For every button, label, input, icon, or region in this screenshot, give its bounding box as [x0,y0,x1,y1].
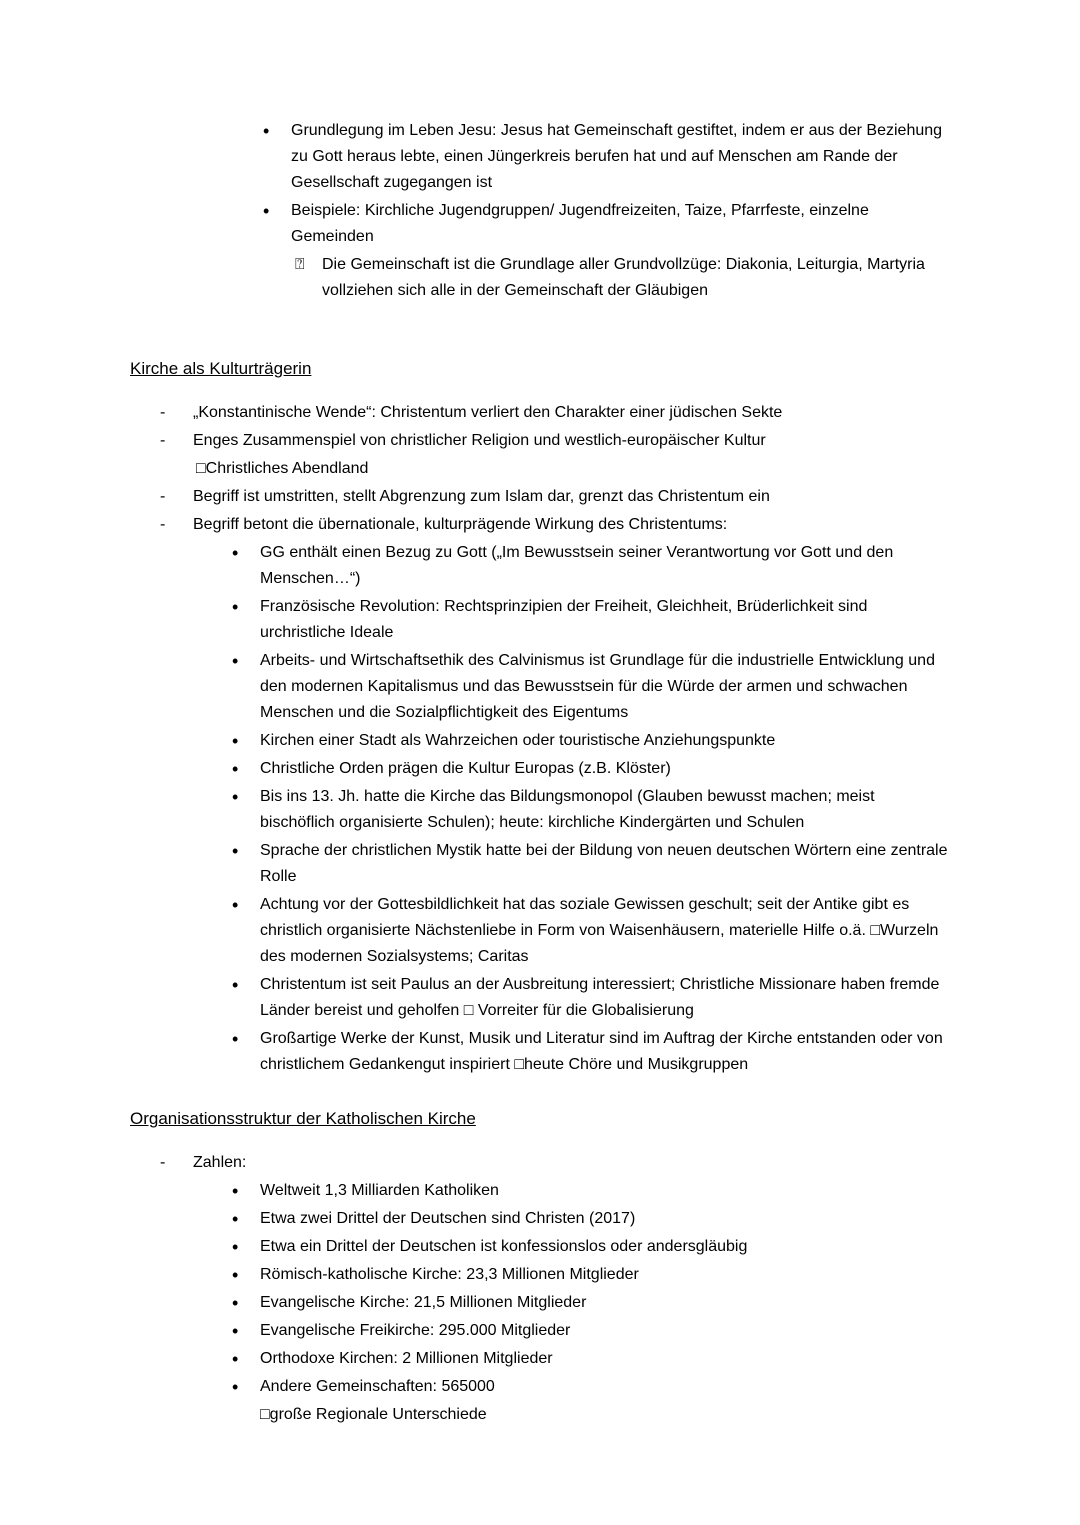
list-item: • Andere Gemeinschaften: 565000 [130,1374,950,1400]
list-item: • GG enthält einen Bezug zu Gott („Im Bewusstsein seiner Verantwortung vor Gott und den Menschen…“) [130,540,950,592]
list-item-note [130,252,950,304]
note-line: □Christliches Abendland [196,460,369,477]
list-item: • Kirchen einer Stadt als Wahrzeichen oder touristische Anziehungspunkte [130,728,950,754]
kultur-dash-list [130,400,950,538]
list-item: • Römisch-katholische Kirche: 23,3 Millionen Mitglieder [130,1262,950,1288]
list-item: • Bis ins 13. Jh. hatte die Kirche das Bildungsmonopol (Glauben bewusst machen; meist bischöflich organisierte Schulen); heute: kirchliche Kindergärten und Schulen [130,784,950,836]
organisation-bullet-list [130,1178,950,1428]
list-item: • Christentum ist seit Paulus an der Ausbreitung interessiert; Christliche Missionare haben fremde Länder bereist und geholfen □ Vorreiter für die Globalisierung [130,972,950,1024]
note-line: □große Regionale Unterschiede [260,1406,487,1423]
list-item: • Christliche Orden prägen die Kultur Europas (z.B. Klöster) [130,756,950,782]
missing-glyph-icon: ⍰ [295,256,305,273]
section-heading-organisation: Organisationsstruktur der Katholischen Kirche [130,1109,476,1128]
organisation-dash-list [130,1150,950,1176]
list-item: • Etwa ein Drittel der Deutschen ist konfessionslos oder andersgläubig [130,1234,950,1260]
list-item: - Enges Zusammenspiel von christlicher Religion und westlich-europäischer Kultur [130,428,950,454]
list-item: - Begriff betont die übernationale, kulturprägende Wirkung des Christentums: [130,512,950,538]
list-item: - „Konstantinische Wende“: Christentum verliert den Charakter einer jüdischen Sekte [130,400,950,426]
list-item: - Begriff ist umstritten, stellt Abgrenzung zum Islam dar, grenzt das Christentum ein [130,484,950,510]
list-item: • Arbeits- und Wirtschaftsethik des Calvinismus ist Grundlage für die industrielle Entwicklung und den modernen Kapitalismus und das Bewusstsein für die Würde der armen und schwachen Menschen und die Sozialpflichtigkeit des Eigentums [130,648,950,726]
list-item: • Orthodoxe Kirchen: 2 Millionen Mitglieder [130,1346,950,1372]
list-item: • Sprache der christlichen Mystik hatte bei der Bildung von neuen deutschen Wörtern eine zentrale Rolle [130,838,950,890]
list-item: • Französische Revolution: Rechtsprinzipien der Freiheit, Gleichheit, Brüderlichkeit sind urchristliche Ideale [130,594,950,646]
list-item: • Weltweit 1,3 Milliarden Katholiken [130,1178,950,1204]
section-heading-kultur: Kirche als Kulturträgerin [130,359,312,378]
list-item: • Grundlegung im Leben Jesu: Jesus hat Gemeinschaft gestiftet, indem er aus der Beziehung zu Gott heraus lebte, einen Jüngerkreis berufen hat und auf Menschen am Rande der Gesellschaft zugegangen ist [130,118,950,196]
list-item: • Achtung vor der Gottesbildlichkeit hat das soziale Gewissen geschult; seit der Antike gibt es christlich organisierte Nächstenliebe in Form von Waisenhäusern, materielle Hilfe o.ä. □Wurzeln des modernen Sozialsystems; Caritas [130,892,950,970]
list-item: • Evangelische Kirche: 21,5 Millionen Mitglieder [130,1290,950,1316]
kultur-bullet-list [130,540,950,1078]
note-text: Die Gemeinschaft ist die Grundlage aller Grundvollzüge: Diakonia, Leiturgia, Martyria vollziehen sich alle in der Gemeinschaft der Gläubigen [322,256,925,299]
intro-list [130,118,950,304]
list-item: • Etwa zwei Drittel der Deutschen sind Christen (2017) [130,1206,950,1232]
list-item: • Evangelische Freikirche: 295.000 Mitglieder [130,1318,950,1344]
list-item: - Zahlen: [130,1150,950,1176]
list-item: • Großartige Werke der Kunst, Musik und Literatur sind im Auftrag der Kirche entstanden oder von christlichem Gedankengut inspiriert □heute Chöre und Musikgruppen [130,1026,950,1078]
list-item: • Beispiele: Kirchliche Jugendgruppen/ Jugendfreizeiten, Taize, Pfarrfeste, einzelne Gemeinden [130,198,950,250]
